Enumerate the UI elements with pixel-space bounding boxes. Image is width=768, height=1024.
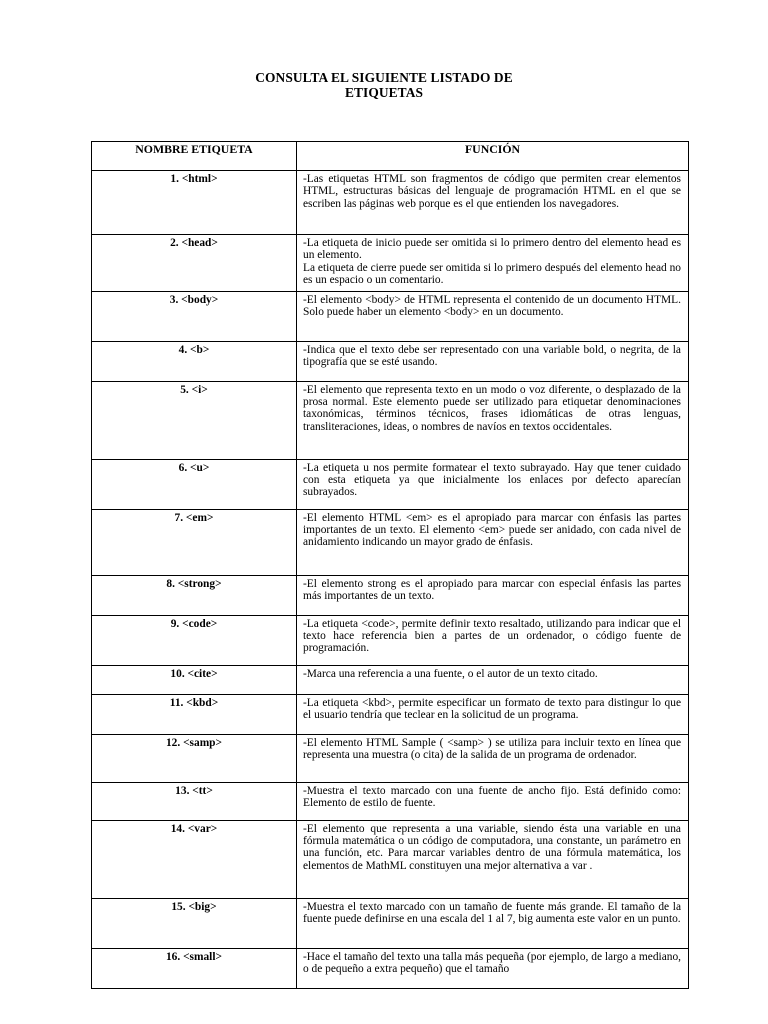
table-header-row (92, 142, 689, 171)
tags-table (91, 141, 689, 989)
tag-function-text: -La etiqueta u nos permite formatear el texto subrayado. Hay que tener cuidado con esta etiqueta ya que inicialmente los enlaces por defecto aparecían subrayados. (303, 461, 681, 499)
tag-name-cell: 11. <kbd> (92, 694, 297, 734)
tag-function-text: -La etiqueta <kbd>, permite especificar un formato de texto para distingur lo que el usuario tendría que teclear en la solicitud de un programa. (303, 696, 681, 722)
tag-function-text: -Marca una referencia a una fuente, o el autor de un texto citado. (303, 667, 598, 680)
table-row (92, 341, 689, 381)
table-row (92, 381, 689, 459)
tag-function-cell (297, 734, 689, 782)
tag-function-cell (297, 948, 689, 988)
tag-function-cell (297, 235, 689, 292)
document-title-line-1: CONSULTA EL SIGUIENTE LISTADO DE (255, 70, 513, 85)
tag-function-cell (297, 171, 689, 235)
tag-function-cell (297, 665, 689, 694)
table-row (92, 291, 689, 341)
tag-function-text: -Indica que el texto debe ser representado con una variable bold, o negrita, de la tipografía que se esté usando. (303, 343, 681, 369)
table-row (92, 694, 689, 734)
tag-function-cell (297, 694, 689, 734)
tag-function-cell (297, 291, 689, 341)
header-tag-name: NOMBRE ETIQUETA (92, 142, 297, 171)
document-title-line-2: ETIQUETAS (344, 84, 424, 100)
table-row (92, 665, 689, 694)
tag-function-cell (297, 820, 689, 898)
tag-function-text: -El elemento HTML <em> es el apropiado para marcar con énfasis las partes importantes de un texto. El elemento <em> puede ser anidado, con cada nivel de anidamiento indicando un mayor grado de énfasis. (303, 511, 681, 549)
table-row (92, 898, 689, 948)
table-row (92, 459, 689, 509)
tag-function-text: -Muestra el texto marcado con un tamaño de fuente más grande. El tamaño de la fuente puede definirse en una escala del 1 al 7, big aumenta este valor en un punto. (303, 900, 681, 926)
table-row (92, 782, 689, 820)
tag-name-cell: 6. <u> (92, 459, 297, 509)
tag-function-text: -El elemento HTML Sample ( <samp> ) se utiliza para incluir texto en línea que representa una muestra (o cita) de la salida de un programa de ordenador. (303, 736, 681, 762)
tag-function-text: -La etiqueta de inicio puede ser omitida si lo primero dentro del elemento head es un elemento. (303, 237, 681, 262)
tag-function-cell (297, 615, 689, 665)
tag-function-cell (297, 898, 689, 948)
tag-name-cell: 2. <head> (92, 235, 297, 292)
tag-function-cell (297, 341, 689, 381)
tag-function-cell (297, 782, 689, 820)
tag-name-cell: 16. <small> (92, 948, 297, 988)
tag-name-cell: 8. <strong> (92, 575, 297, 615)
tag-function-text: -El elemento strong es el apropiado para marcar con especial énfasis las partes más importantes de un texto. (303, 577, 681, 603)
tag-name-cell: 10. <cite> (92, 665, 297, 694)
tag-function-text: -Muestra el texto marcado con una fuente de ancho fijo. Está definido como: Elemento de estilo de fuente. (303, 784, 681, 810)
tag-function-cell (297, 509, 689, 575)
tag-name-cell: 4. <b> (92, 341, 297, 381)
tag-name-cell: 3. <body> (92, 291, 297, 341)
table-row (92, 235, 689, 292)
document-title (0, 71, 768, 100)
tag-function-text: -La etiqueta <code>, permite definir texto resaltado, utilizando para indicar que el texto hace referencia bien a partes de un ordenador, o código fuente de programación. (303, 617, 681, 655)
table-body (92, 171, 689, 989)
tag-function-text: -Hace el tamaño del texto una talla más pequeña (por ejemplo, de largo a mediano, o de pequeño a extra pequeño) que el tamaño (303, 950, 681, 976)
header-function: FUNCIÓN (297, 142, 689, 171)
table-row (92, 575, 689, 615)
tag-function-cell (297, 575, 689, 615)
tag-name-cell: 7. <em> (92, 509, 297, 575)
tag-function-cell (297, 381, 689, 459)
tag-name-cell: 12. <samp> (92, 734, 297, 782)
tag-name-cell: 5. <i> (92, 381, 297, 459)
table-row (92, 734, 689, 782)
table-row (92, 820, 689, 898)
table-row (92, 509, 689, 575)
table-row (92, 171, 689, 235)
tag-function-text: La etiqueta de cierre puede ser omitida si lo primero después del elemento head no es un espacio o un comentario. (303, 261, 681, 287)
tag-name-cell: 13. <tt> (92, 782, 297, 820)
tag-function-text: -Las etiquetas HTML son fragmentos de código que permiten crear elementos HTML, estructuras básicas del lenguaje de programación HTML en el que se escriben las páginas web porque es el que entienden los navegadores. (303, 173, 681, 210)
tag-function-text: -El elemento que representa texto en un modo o voz diferente, o desplazado de la prosa normal. Este elemento puede ser utilizado para etiquetar denominaciones taxonómicas, términos técnicos, frases idiomáticas de otras lenguas, transliteraciones, ideas, o nombres de navíos en textos occidentales. (303, 383, 681, 433)
tag-name-cell: 9. <code> (92, 615, 297, 665)
table-row (92, 948, 689, 988)
tag-function-text: -El elemento que representa a una variable, siendo ésta una variable en una fórmula matemática o un código de computadora, una constante, un parámetro en una función, etc. Para marcar variables dentro de una fórmula matemática, los elementos de MathML constituyen una mejor alternativa a var . (303, 822, 681, 872)
tag-function-text: -El elemento <body> de HTML representa el contenido de un documento HTML. Solo puede haber un elemento <body> en un documento. (303, 293, 681, 319)
table-row (92, 615, 689, 665)
tag-name-cell: 1. <html> (92, 171, 297, 235)
tag-function-cell (297, 459, 689, 509)
tag-name-cell: 14. <var> (92, 820, 297, 898)
tag-name-cell: 15. <big> (92, 898, 297, 948)
